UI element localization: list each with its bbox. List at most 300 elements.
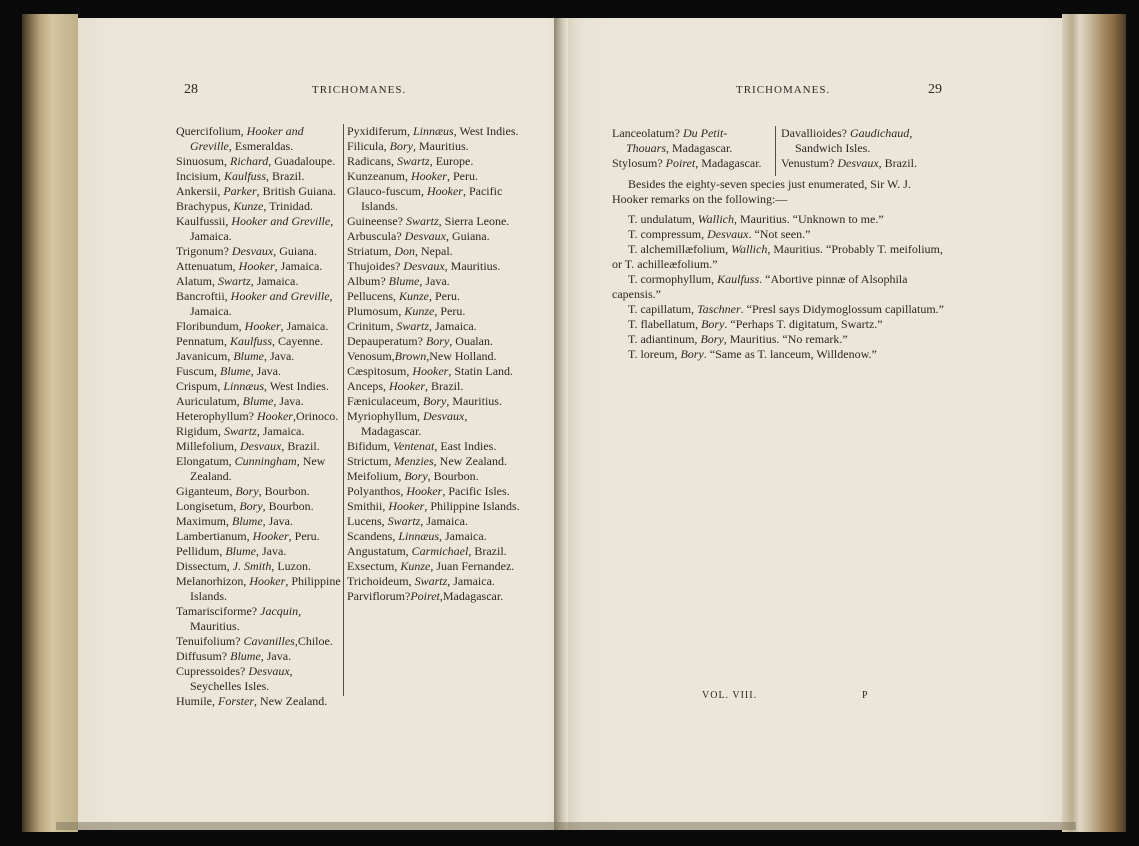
species-locality: , Java. xyxy=(262,514,293,528)
remark-entry xyxy=(612,347,948,362)
species-entry xyxy=(347,469,527,484)
species-locality: , Cayenne. xyxy=(272,334,323,348)
author-name: Hooker xyxy=(426,184,463,198)
species-entry xyxy=(347,349,527,364)
species-locality: , Luzon. xyxy=(271,559,311,573)
left-column-2 xyxy=(347,124,527,604)
species-entry xyxy=(347,214,527,229)
species-locality: . “Presl says Didymoglossum capillatum.” xyxy=(740,302,944,316)
author-name: Kaulfuss xyxy=(717,272,760,286)
author-name: Desvaux xyxy=(403,259,445,273)
left-binding-edge xyxy=(22,14,78,832)
author-name: Bory xyxy=(239,499,263,513)
species-entry xyxy=(347,394,527,409)
species-entry xyxy=(347,529,527,544)
species-name: Alatum, xyxy=(176,274,218,288)
species-name: Humile, xyxy=(176,694,218,708)
species-name: Lambertianum, xyxy=(176,529,253,543)
author-name: Wallich xyxy=(697,212,735,226)
right-running-header: TRICHOMANES. xyxy=(736,84,831,96)
species-locality: , Mauritius. “Unknown to me.” xyxy=(734,212,884,226)
species-locality: , West Indies. xyxy=(264,379,329,393)
author-name: Hooker xyxy=(388,499,425,513)
species-locality: , Jamaica. xyxy=(420,514,468,528)
author-name: Forster xyxy=(218,694,254,708)
species-locality: ,Chiloe. xyxy=(294,634,333,648)
species-entry xyxy=(176,289,342,319)
species-entry xyxy=(347,184,527,214)
author-name: Hooker xyxy=(389,379,425,393)
species-locality: , Brazil. xyxy=(281,439,320,453)
species-name: Trigonum? xyxy=(176,244,232,258)
author-name: Linnæus xyxy=(413,124,454,138)
species-entry xyxy=(347,124,527,139)
species-name: Cupressoides? xyxy=(176,664,249,678)
species-locality: , Java. xyxy=(250,364,281,378)
species-entry xyxy=(347,379,527,394)
species-locality: , Pacific Islands. xyxy=(361,184,503,213)
species-locality: , Pacific Isles. xyxy=(442,484,510,498)
column-divider xyxy=(343,124,344,696)
species-locality: , Jamaica. xyxy=(190,214,334,243)
species-name: Exsectum, xyxy=(347,559,401,573)
species-name: T. cormophyllum, xyxy=(628,272,718,286)
species-entry xyxy=(347,454,527,469)
author-name: Linnæus xyxy=(223,379,265,393)
author-name: Kunze xyxy=(404,304,435,318)
species-locality: , Java. xyxy=(260,649,292,663)
author-name: Brown xyxy=(394,349,427,363)
species-name: Plumosum, xyxy=(347,304,405,318)
species-name: Lanceolatum? xyxy=(612,126,683,140)
author-name: Gaudichaud xyxy=(849,126,910,140)
author-name: Menzies xyxy=(394,454,434,468)
remark-entry xyxy=(612,302,948,317)
author-name: Hooker xyxy=(410,169,447,183)
species-locality: ,Madagascar. xyxy=(439,589,504,603)
species-locality: , Jamaica. xyxy=(250,274,299,288)
species-name: Kunzeanum, xyxy=(347,169,411,183)
species-name: T. flabellatum, xyxy=(628,317,702,331)
species-name: Maximum, xyxy=(176,514,232,528)
author-name: Hooker xyxy=(238,259,275,273)
author-name: Swartz xyxy=(414,574,448,588)
species-locality: , Jamaica. xyxy=(439,529,487,543)
species-entry xyxy=(176,544,342,559)
species-entry xyxy=(347,484,527,499)
species-entry xyxy=(176,379,342,394)
author-name: Desvaux xyxy=(423,409,465,423)
species-entry xyxy=(347,229,527,244)
species-entry xyxy=(347,154,527,169)
species-locality: , Brazil. xyxy=(468,544,507,558)
author-name: Bory xyxy=(404,469,428,483)
author-name: Kunze xyxy=(400,559,431,573)
species-entry xyxy=(176,199,342,214)
author-name: Swartz xyxy=(224,424,257,438)
species-name: Venosum, xyxy=(347,349,395,363)
author-name: Cavanilles xyxy=(243,634,295,648)
species-name: Rigidum, xyxy=(176,424,225,438)
author-name: Bory xyxy=(425,334,450,348)
left-running-header: TRICHOMANES. xyxy=(312,84,407,96)
species-entry xyxy=(176,499,342,514)
species-name: Floribundum, xyxy=(176,319,245,333)
author-name: J. Smith xyxy=(232,559,272,573)
species-name: Elongatum, xyxy=(176,454,235,468)
author-name: Swartz xyxy=(405,214,439,228)
remarks-intro: Besides the eighty-seven species just enumerated, Sir W. J. Hooker remarks on the following:— xyxy=(612,177,911,206)
author-name: Bory xyxy=(235,484,259,498)
species-locality: , Sierra Leone. xyxy=(438,214,510,228)
species-name: Thujoides? xyxy=(347,259,404,273)
author-name: Kunze xyxy=(399,289,429,303)
author-name: Kunze xyxy=(233,199,264,213)
species-locality: , Statin Land. xyxy=(448,364,514,378)
species-locality: , Peru. xyxy=(434,304,466,318)
species-entry xyxy=(347,259,527,274)
author-name: Blume xyxy=(220,364,251,378)
author-name: Swartz xyxy=(387,514,421,528)
bottom-edge xyxy=(56,822,1076,830)
species-locality: , Trinidad. xyxy=(263,199,314,213)
author-name: Poiret xyxy=(410,589,440,603)
author-name: Hooker xyxy=(406,484,443,498)
species-name: Venustum? xyxy=(781,156,838,170)
species-locality: , New Zealand. xyxy=(433,454,507,468)
species-entry xyxy=(347,169,527,184)
right-top-list-right xyxy=(781,126,951,171)
author-name: Desvaux xyxy=(707,227,749,241)
species-name: Fæniculaceum, xyxy=(347,394,423,408)
species-locality: . “Perhaps T. digitatum, Swartz.” xyxy=(724,317,883,331)
species-entry xyxy=(176,514,342,529)
species-entry xyxy=(176,184,342,199)
species-name: Lucens, xyxy=(347,514,388,528)
species-locality: , Guiana. xyxy=(273,244,317,258)
remark-entry xyxy=(612,227,948,242)
remark-entry xyxy=(612,242,948,272)
species-entry xyxy=(176,214,342,244)
species-entry xyxy=(176,274,342,289)
species-entry xyxy=(176,484,342,499)
author-name: Blume xyxy=(225,544,256,558)
book-gutter xyxy=(554,18,568,830)
species-name: Dissectum, xyxy=(176,559,233,573)
species-name: Pellucens, xyxy=(347,289,399,303)
species-entry xyxy=(347,274,527,289)
species-name: Album? xyxy=(347,274,389,288)
author-name: Parker xyxy=(223,184,257,198)
author-name: Hooker xyxy=(256,409,293,423)
species-name: Heterophyllum? xyxy=(176,409,257,423)
species-entry xyxy=(347,139,527,154)
species-name: Anceps, xyxy=(347,379,389,393)
species-name: Tamarisciforme? xyxy=(176,604,261,618)
species-locality: , British Guiana. xyxy=(256,184,336,198)
species-name: T. loreum, xyxy=(628,347,681,361)
species-locality: , Jamaica. xyxy=(190,289,333,318)
author-name: Swartz xyxy=(218,274,251,288)
species-locality: , Java. xyxy=(256,544,287,558)
species-name: Pellidum, xyxy=(176,544,226,558)
author-name: Blume xyxy=(233,349,264,363)
species-entry xyxy=(176,664,342,694)
species-entry xyxy=(176,319,342,334)
species-name: Attenuatum, xyxy=(176,259,239,273)
species-name: Quercifolium, xyxy=(176,124,247,138)
species-locality: , Jamaica. xyxy=(429,319,477,333)
author-name: Cunningham xyxy=(234,454,297,468)
species-entry xyxy=(176,409,342,424)
author-name: Hooker and Greville xyxy=(230,289,330,303)
species-entry xyxy=(176,169,342,184)
species-locality: . “Abortive pinnæ of Alsophila capensis.” xyxy=(612,272,908,301)
author-name: Hooker xyxy=(244,319,281,333)
author-name: Desvaux xyxy=(837,156,879,170)
species-locality: , Mauritius. “No remark.” xyxy=(723,332,848,346)
species-entry xyxy=(612,126,770,156)
species-entry xyxy=(176,364,342,379)
species-entry xyxy=(176,124,342,154)
species-entry xyxy=(347,289,527,304)
species-entry xyxy=(347,439,527,454)
species-locality: , Europe. xyxy=(429,154,474,168)
species-name: Filicula, xyxy=(347,139,390,153)
author-name: Swartz xyxy=(396,319,430,333)
author-name: Du Petit-Thouars xyxy=(626,126,728,155)
author-name: Linnæus xyxy=(398,529,440,543)
species-name: Ankersii, xyxy=(176,184,224,198)
species-name: Sinuosum, xyxy=(176,154,231,168)
species-locality: , Peru. xyxy=(429,289,460,303)
author-name: Wallich xyxy=(731,242,768,256)
species-locality: , Mauritius. xyxy=(190,604,302,633)
author-name: Blume xyxy=(230,649,261,663)
species-name: Depauperatum? xyxy=(347,334,426,348)
species-locality: . “Not seen.” xyxy=(748,227,811,241)
left-page-number: 28 xyxy=(184,82,198,97)
species-name: Auriculatum, xyxy=(176,394,243,408)
right-page-number: 29 xyxy=(928,82,942,97)
species-locality: , Philippine Islands. xyxy=(190,574,341,603)
species-name: Cæspitosum, xyxy=(347,364,413,378)
species-name: Tenuifolium? xyxy=(176,634,244,648)
species-locality: , Esmeraldas. xyxy=(228,139,294,153)
species-name: T. alchemillæfolium, xyxy=(628,242,732,256)
species-locality: , Oualan. xyxy=(449,334,493,348)
author-name: Kaulfuss xyxy=(230,334,273,348)
species-entry xyxy=(176,439,342,454)
species-entry xyxy=(347,304,527,319)
species-name: T. compressum, xyxy=(628,227,708,241)
author-name: Desvaux xyxy=(240,439,282,453)
species-locality: , Brazil. xyxy=(878,156,917,170)
species-entry xyxy=(176,454,342,484)
species-name: Guineense? xyxy=(347,214,406,228)
species-entry xyxy=(176,349,342,364)
species-entry xyxy=(347,514,527,529)
species-locality: , Peru. xyxy=(288,529,320,543)
species-entry xyxy=(347,544,527,559)
species-entry xyxy=(176,529,342,544)
species-locality: , Mauritius. xyxy=(446,394,502,408)
species-entry xyxy=(347,499,527,514)
species-name: Trichoideum, xyxy=(347,574,415,588)
species-name: Melanorhizon, xyxy=(176,574,250,588)
species-locality: , Philippine Islands. xyxy=(424,499,520,513)
species-entry xyxy=(176,559,342,574)
species-locality: , Brazil. xyxy=(425,379,464,393)
species-name: Brachypus, xyxy=(176,199,234,213)
author-name: Blume xyxy=(388,274,420,288)
species-name: Pyxidiferum, xyxy=(347,124,413,138)
species-name: Bifidum, xyxy=(347,439,394,453)
left-column-1 xyxy=(176,124,342,709)
species-entry xyxy=(781,156,951,171)
species-locality: , Mauritius. “Probably T. meifolium, or T. achilleæfolium.” xyxy=(612,242,943,271)
species-locality: , Bourbon. xyxy=(427,469,479,483)
species-name: Crispum, xyxy=(176,379,224,393)
species-name: Strictum, xyxy=(347,454,395,468)
species-locality: , Mauritius. xyxy=(413,139,469,153)
species-locality: , Madagascar. xyxy=(695,156,762,170)
author-name: Hooker and Greville xyxy=(231,214,331,228)
author-name: Jacquin xyxy=(260,604,299,618)
species-name: T. undulatum, xyxy=(628,212,698,226)
species-locality: , Madagascar. xyxy=(666,141,733,155)
author-name: Carmichael xyxy=(411,544,469,558)
species-entry xyxy=(347,364,527,379)
species-locality: , Bourbon. xyxy=(258,484,310,498)
species-entry xyxy=(347,244,527,259)
species-name: Arbuscula? xyxy=(347,229,405,243)
author-name: Bory xyxy=(700,332,724,346)
species-locality: ,Orinoco. xyxy=(292,409,339,423)
species-name: Diffusum? xyxy=(176,649,231,663)
species-locality: , Jamaica. xyxy=(274,259,323,273)
species-name: Striatum, xyxy=(347,244,395,258)
species-name: Bancroftii, xyxy=(176,289,231,303)
species-entry xyxy=(347,319,527,334)
species-entry xyxy=(781,126,951,156)
species-locality: , Juan Fernandez. xyxy=(430,559,515,573)
species-entry xyxy=(176,154,342,169)
species-entry xyxy=(347,559,527,574)
remark-entry xyxy=(612,272,948,302)
species-entry xyxy=(176,574,342,604)
species-name: Kaulfussii, xyxy=(176,214,232,228)
species-locality: , New Zealand. xyxy=(254,694,328,708)
species-entry xyxy=(176,424,342,439)
author-name: Hooker xyxy=(252,529,289,543)
species-entry xyxy=(176,694,342,709)
author-name: Poiret xyxy=(665,156,696,170)
right-column-divider xyxy=(775,126,776,176)
author-name: Ventenat xyxy=(393,439,435,453)
author-name: Don xyxy=(394,244,416,258)
author-name: Blume xyxy=(242,394,274,408)
author-name: Desvaux xyxy=(231,244,274,258)
author-name: Bory xyxy=(680,347,704,361)
species-locality: , Seychelles Isles. xyxy=(190,664,293,693)
author-name: Hooker xyxy=(249,574,286,588)
author-name: Bory xyxy=(422,394,447,408)
species-entry xyxy=(612,156,770,171)
remark-entry xyxy=(612,212,948,227)
species-name: Angustatum, xyxy=(347,544,412,558)
species-locality: , Sandwich Isles. xyxy=(795,126,913,155)
remarks-section xyxy=(612,177,948,362)
remark-entry xyxy=(612,332,948,347)
species-locality: , Bourbon. xyxy=(262,499,314,513)
species-locality: , Guadaloupe. xyxy=(268,154,336,168)
species-name: Crinitum, xyxy=(347,319,397,333)
species-name: Polyanthos, xyxy=(347,484,407,498)
author-name: Swartz xyxy=(397,154,430,168)
species-name: Millefolium, xyxy=(176,439,240,453)
species-entry xyxy=(347,409,527,439)
signature-volume: VOL. VIII. xyxy=(702,690,758,701)
species-name: T. capillatum, xyxy=(628,302,698,316)
species-name: Giganteum, xyxy=(176,484,236,498)
species-name: Incisium, xyxy=(176,169,224,183)
species-locality: , Java. xyxy=(273,394,304,408)
author-name: Richard xyxy=(230,154,269,168)
species-locality: , Mauritius. xyxy=(444,259,501,273)
species-name: Davallioides? xyxy=(781,126,850,140)
species-locality: , Peru. xyxy=(446,169,478,183)
species-locality: , Nepal. xyxy=(415,244,453,258)
species-name: Stylosum? xyxy=(612,156,666,170)
species-locality: , Jamaica. xyxy=(256,424,305,438)
species-locality: , Java. xyxy=(419,274,450,288)
species-entry xyxy=(176,259,342,274)
species-locality: . “Same as T. lanceum, Willdenow.” xyxy=(703,347,877,361)
species-name: Glauco-fuscum, xyxy=(347,184,427,198)
species-entry xyxy=(176,649,342,664)
species-entry xyxy=(176,634,342,649)
species-locality: , West Indies. xyxy=(453,124,519,138)
remark-entry xyxy=(612,317,948,332)
species-name: Pennatum, xyxy=(176,334,230,348)
species-entry xyxy=(176,394,342,409)
species-locality: ,New Holland. xyxy=(426,349,497,363)
species-entry xyxy=(176,244,342,259)
signature-mark: P xyxy=(862,690,869,701)
species-name: Longisetum, xyxy=(176,499,240,513)
species-locality: , New Zealand. xyxy=(190,454,326,483)
species-name: T. adiantinum, xyxy=(628,332,701,346)
species-locality: , Jamaica. xyxy=(280,319,329,333)
species-locality: , East Indies. xyxy=(434,439,497,453)
right-page-edges xyxy=(1062,14,1126,832)
right-top-list-left xyxy=(612,126,770,171)
species-name: Myriophyllum, xyxy=(347,409,424,423)
species-entry xyxy=(176,604,342,634)
author-name: Desvaux xyxy=(248,664,290,678)
author-name: Bory xyxy=(389,139,413,153)
species-locality: , Brazil. xyxy=(266,169,305,183)
species-name: Fuscum, xyxy=(176,364,221,378)
species-locality: , Guiana. xyxy=(445,229,490,243)
species-entry xyxy=(347,334,527,349)
species-name: Parviflorum? xyxy=(347,589,411,603)
author-name: Taschner xyxy=(697,302,741,316)
author-name: Hooker and Greville xyxy=(190,124,304,153)
species-name: Javanicum, xyxy=(176,349,234,363)
remarks-list xyxy=(612,212,948,362)
